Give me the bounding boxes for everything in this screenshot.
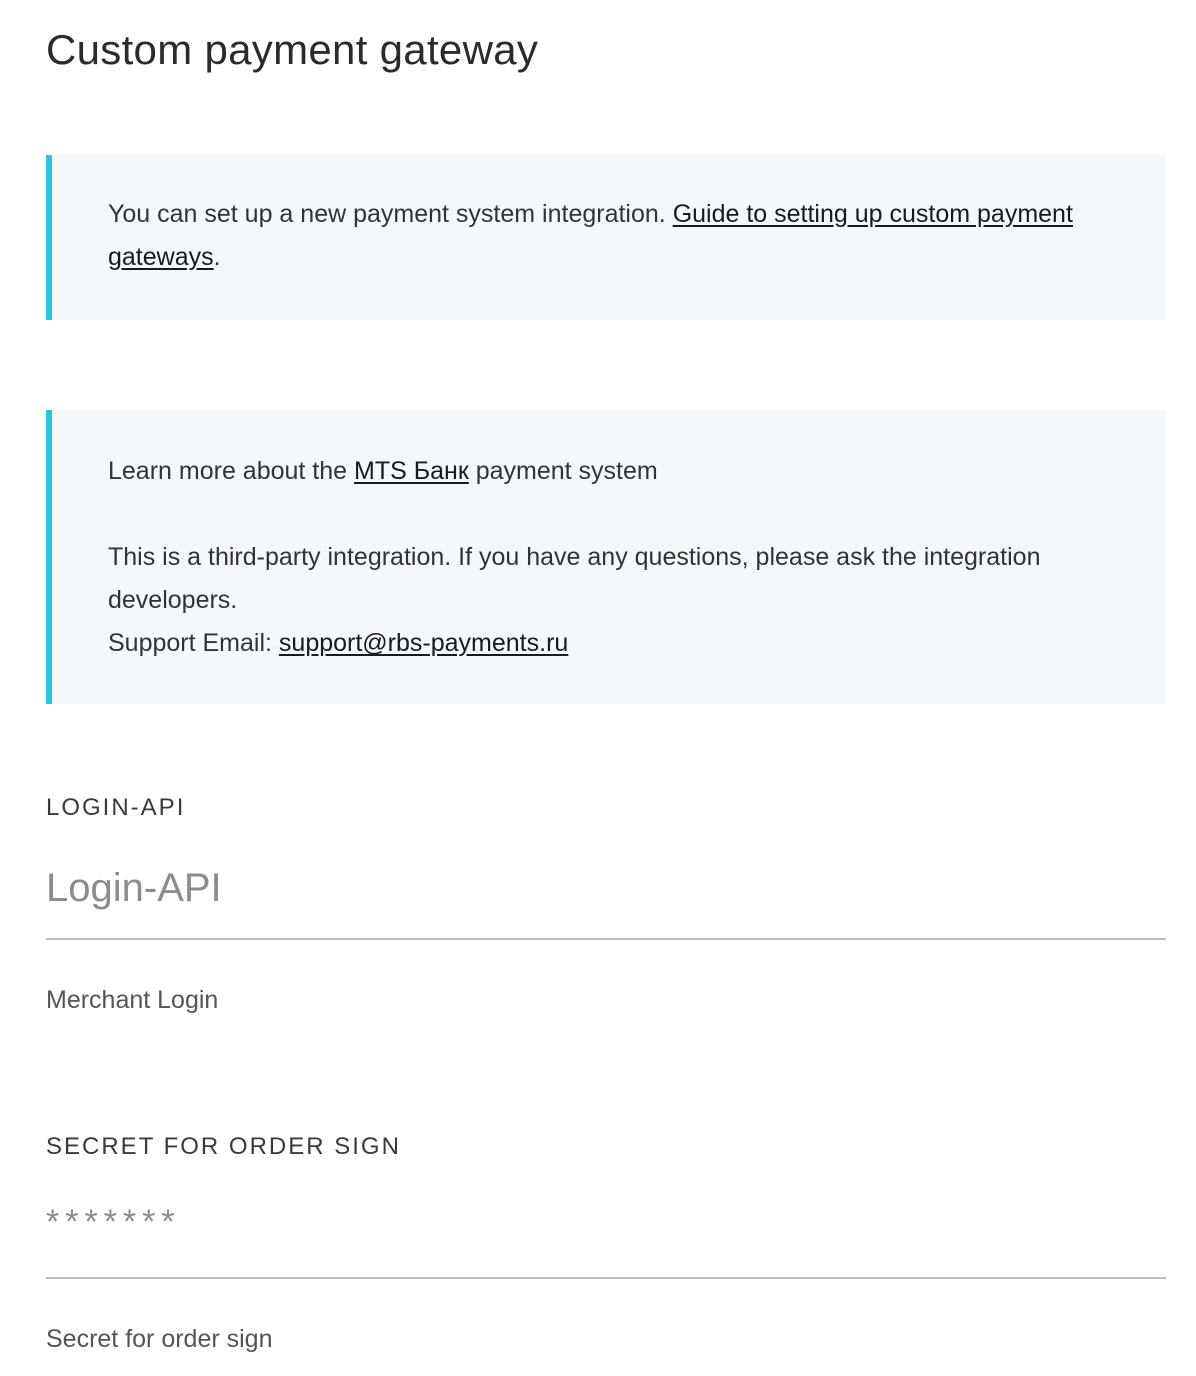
login-api-hint: Merchant Login [46, 986, 219, 1014]
setup-notice-suffix: . [213, 243, 221, 271]
secret-input[interactable] [46, 1190, 1166, 1279]
payment-system-link[interactable]: MTS Банк [354, 457, 469, 485]
setup-notice-message: You can set up a new payment system integration. [108, 200, 673, 228]
support-email-prefix: Support Email: [108, 629, 279, 657]
learn-more-suffix: payment system [468, 457, 658, 485]
page-title: Custom payment gateway [46, 26, 539, 73]
secret-hint: Secret for order sign [46, 1325, 273, 1353]
login-api-input[interactable] [46, 852, 1166, 940]
setup-notice [46, 155, 1166, 320]
support-email-link[interactable]: support@rbs-payments.ru [278, 629, 569, 657]
custom-gateway-guide-link[interactable]: Guide to setting up custom payment gateways [108, 200, 1073, 271]
integration-notice [46, 410, 1166, 704]
learn-more-prefix: Learn more about the [108, 457, 354, 485]
third-party-text: This is a third-party integration. If you have any questions, please ask the integration developers. [108, 543, 1041, 614]
learn-more-line [108, 450, 1114, 493]
support-email-line [108, 622, 1114, 665]
secret-label: SECRET FOR ORDER SIGN [46, 1133, 401, 1160]
login-api-label: LOGIN-API [46, 794, 186, 821]
setup-notice-text [108, 193, 1114, 279]
